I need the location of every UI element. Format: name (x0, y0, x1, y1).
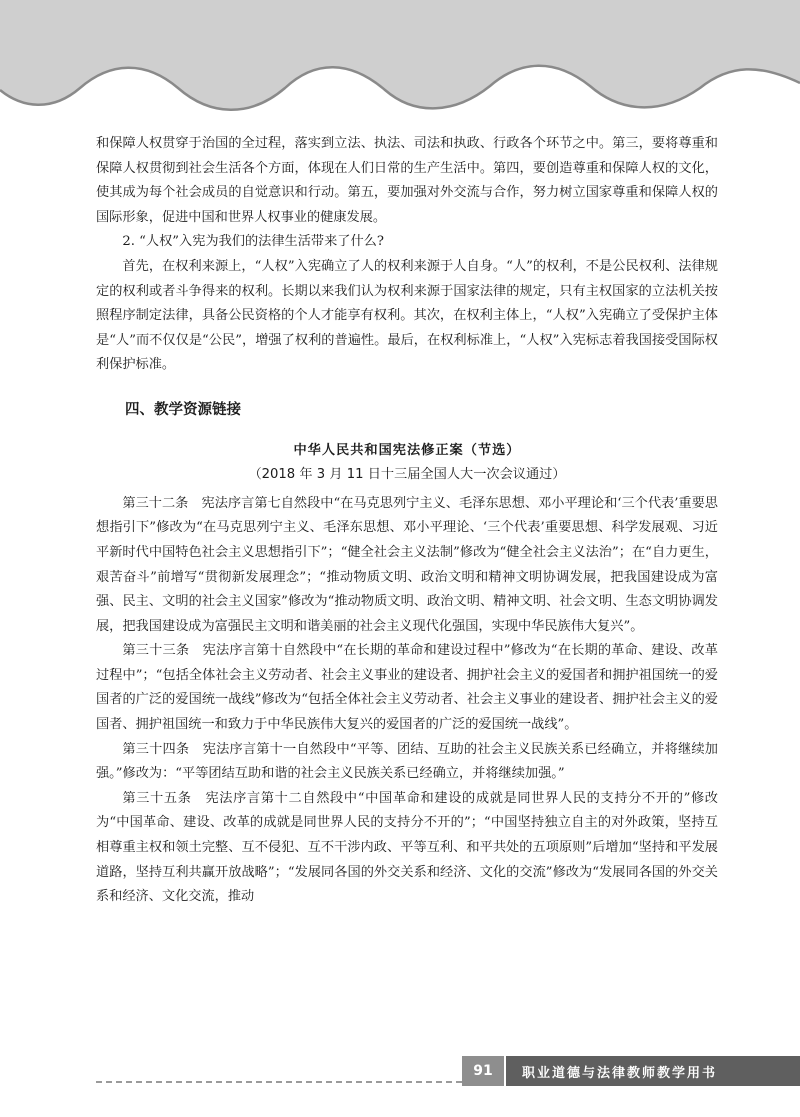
header-wave-banner (0, 0, 800, 125)
page-number: 91 (462, 1056, 504, 1086)
article-32: 第三十二条 宪法序言第七自然段中“在马克思列宁主义、毛泽东思想、邓小平理论和‘三个代表’重要思想指引下”修改为“在马克思列宁主义、毛泽东思想、邓小平理论、‘三个代表’重要思想、科学发展观、习近平新时代中国特色社会主义思想指引下”；“健全社会主义法制”修改为“健全社会主义法治”；在“自力更生，艰苦奋斗”前增写“贯彻新发展理念”；“推动物质文明、政治文明和精神文明协调发展，把我国建设成为富强、民主、文明的社会主义国家”修改为“推动物质文明、政治文明、精神文明、社会文明、生态文明协调发展，把我国建设成为富强民主文明和谐美丽的社会主义现代化强国，实现中华民族伟大复兴”。 (96, 495, 718, 634)
article-35: 第三十五条 宪法序言第十二自然段中“中国革命和建设的成就是同世界人民的支持分不开的”修改为“中国革命、建设、改革的成就是同世界人民的支持分不开的”；“中国坚持独立自主的对外政策，坚持互相尊重主权和领土完整、互不侵犯、互不干涉内政、平等互利、和平共处的五项原则”后增加“坚持和平发展道路，坚持互利共赢开放战略”；“发展同各国的外交关系和经济、文化的交流”修改为“发展同各国的外交关系和经济、文化交流，推动 (96, 790, 718, 905)
paragraph-human-rights-in-constitution: 首先，在权利来源上，“人权”入宪确立了人的权利来源于人自身。“人”的权利，不是公民权利、法律规定的权利或者斗争得来的权利。长期以来我们认为权利来源于国家法律的规定，只有主权国家的立法机关按照程序制定法律，具备公民资格的个人才能享有权利。其次，在权利主体上，“人权”入宪确立了受保护主体是“人”而不仅仅是“公民”，增强了权利的普遍性。最后，在权利标准上，“人权”入宪标志着我国接受国际权利保护标准。 (96, 258, 718, 373)
paragraph-human-rights-measures: 和保障人权贯穿于治国的全过程，落实到立法、执法、司法和执政、行政各个环节之中。第三，要将尊重和保障人权贯彻到社会生活各个方面，体现在人们日常的生产生活中。第四，要创造尊重和保障人权的文化，使其成为每个社会成员的自觉意识和行动。第五，要加强对外交流与合作，努力树立国家尊重和保障人权的国际形象，促进中国和世界人权事业的健康发展。 (96, 136, 718, 225)
article-33: 第三十三条 宪法序言第十自然段中“在长期的革命和建设过程中”修改为“在长期的革命、建设、改革过程中”；“包括全体社会主义劳动者、社会主义事业的建设者、拥护社会主义的爱国者和拥护祖国统一的爱国者的广泛的爱国统一战线”修改为“包括全体社会主义劳动者、社会主义事业的建设者、拥护社会主义的爱国者、拥护祖国统一和致力于中华民族伟大复兴的爱国者的广泛的爱国统一战线”。 (96, 643, 718, 733)
footer-dashed-line (96, 1081, 462, 1083)
document-title: 中华人民共和国宪法修正案（节选） (293, 442, 521, 458)
section-heading: 四、教学资源链接 (125, 401, 241, 418)
document-subtitle: （2018 年 3 月 11 日十三届全国人大一次会议通过） (248, 467, 566, 483)
page-body (96, 132, 718, 910)
article-34: 第三十四条 宪法序言第十一自然段中“平等、团结、互助的社会主义民族关系已经确立，并将继续加强。”修改为：“平等团结互助和谐的社会主义民族关系已经确立，并将继续加强。” (96, 741, 718, 782)
footer-book-title: 职业道德与法律教师教学用书 (506, 1056, 800, 1086)
question-2: 2. “人权”入宪为我们的法律生活带来了什么? (122, 234, 384, 250)
